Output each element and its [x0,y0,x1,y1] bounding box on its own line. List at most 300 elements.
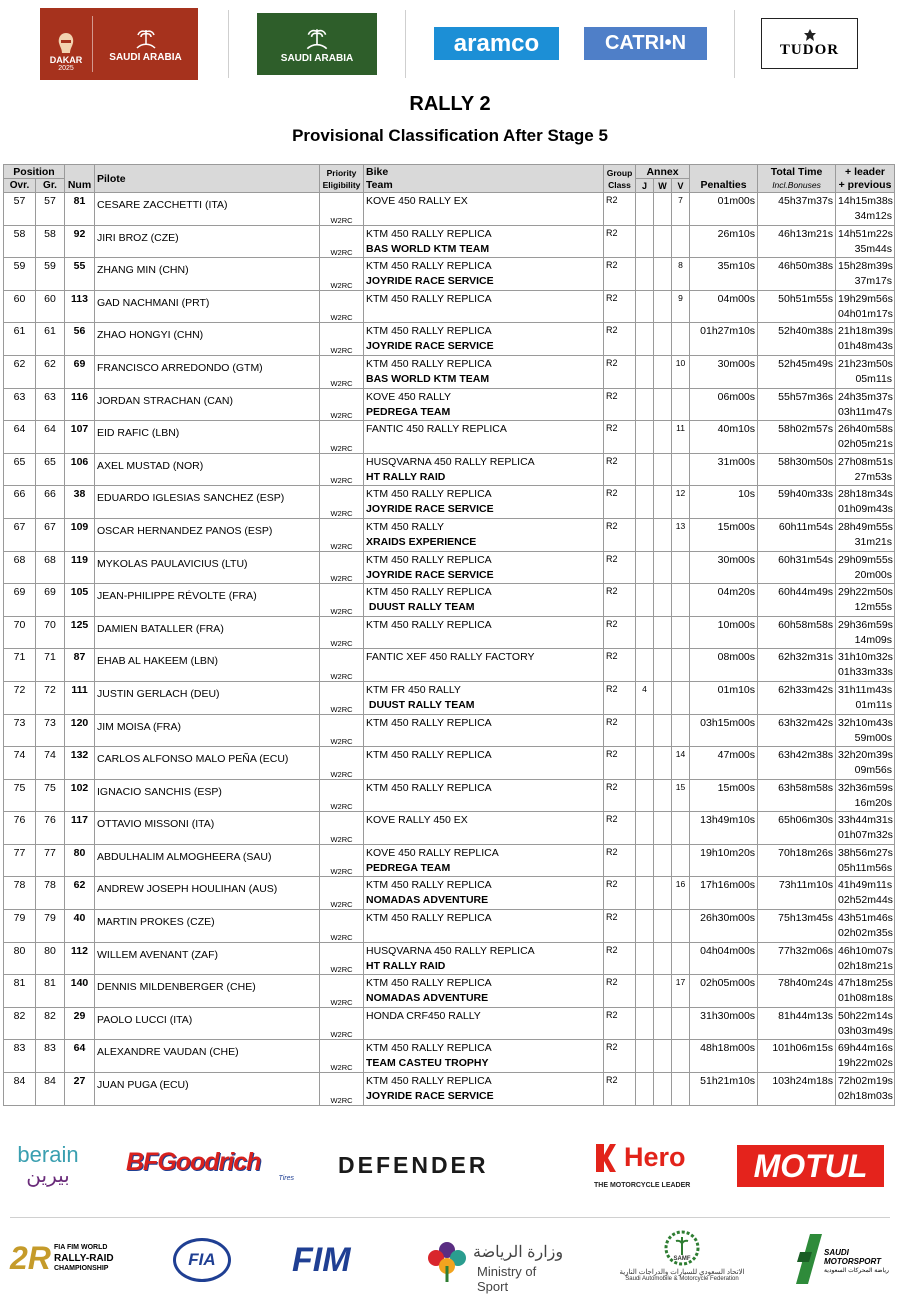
overall-position: 82 [4,1007,36,1040]
leader-previous [836,584,895,617]
leader-previous [836,942,895,975]
bike-number: 117 [65,812,95,845]
annex-w [654,290,672,323]
gap-to-leader: 29h09m55s [838,553,893,566]
pilot-name: CESARE ZACCHETTI (ITA) [95,193,320,226]
group-class: R2 [604,518,636,551]
table-row [4,1040,895,1073]
annex-v: 11 [672,421,690,454]
logo-divider [734,10,735,78]
pilot-name: EDUARDO IGLESIAS SANCHEZ (ESP) [95,486,320,519]
bike-number: 87 [65,649,95,682]
gap-to-leader: 29h36m59s [838,618,893,631]
group-class: R2 [604,714,636,747]
total-time: 46h50m38s [758,258,836,291]
bike-model: KTM 450 RALLY REPLICA [366,325,492,338]
priority-eligibility: W2RC [320,747,364,780]
group-class: R2 [604,258,636,291]
bike-team-cell [364,1040,604,1073]
annex-w [654,942,672,975]
penalties: 04m20s [690,584,758,617]
overall-position: 71 [4,649,36,682]
class-label: Class [608,179,631,190]
bike-model: KTM 450 RALLY REPLICA [366,553,492,566]
annex-j [636,844,654,877]
annex-j [636,355,654,388]
gap-to-leader: 27h08m51s [838,455,893,468]
team-name: JOYRIDE RACE SERVICE [366,275,494,288]
pilot-name: JUSTIN GERLACH (DEU) [95,681,320,714]
leader-previous [836,486,895,519]
team-name: PEDREGA TEAM [366,861,451,874]
gap-to-leader: 72h02m19s [838,1075,893,1088]
group-position: 67 [36,518,65,551]
bike-team-cell [364,714,604,747]
bike-number: 38 [65,486,95,519]
gap-to-leader: 41h49m11s [838,879,893,892]
bike-model: KTM 450 RALLY [366,520,445,533]
group-class: R2 [604,649,636,682]
leader-previous [836,649,895,682]
berain-arabic: بيرين [26,1165,70,1187]
annex-v-header: V [672,179,690,193]
team-name: HT RALLY RAID [366,470,446,483]
gap-to-previous: 02h52m44s [838,894,893,907]
annex-j [636,193,654,226]
bike-team-cell [364,779,604,812]
team-name: TEAM CASTEU TROPHY [366,1057,489,1070]
gap-to-leader: 32h20m39s [838,749,893,762]
bike-number: 64 [65,1040,95,1073]
team-name: XRAIDS EXPERIENCE [366,535,477,548]
total-time: 70h18m26s [758,844,836,877]
group-position: 75 [36,779,65,812]
annex-v [672,649,690,682]
annex-j [636,258,654,291]
penalties: 31m00s [690,453,758,486]
leader-previous-header [836,165,895,193]
annex-j [636,942,654,975]
table-row [4,779,895,812]
annex-w [654,844,672,877]
team-name: DUUST RALLY TEAM [366,698,475,711]
bike-number: 140 [65,975,95,1008]
ministry-flower-icon [425,1236,469,1284]
total-time: 50h51m55s [758,290,836,323]
annex-j [636,421,654,454]
gap-to-previous: 37m17s [854,275,893,288]
annex-w [654,486,672,519]
samf-english: Saudi Automobile & Motorcycle Federation [625,1276,739,1282]
group-position: 60 [36,290,65,323]
priority-eligibility: W2RC [320,844,364,877]
penalties-header: Penalties [690,165,758,193]
bike-model: KTM 450 RALLY REPLICA [366,260,492,273]
group-position: 63 [36,388,65,421]
hero-tagline: THE MOTORCYCLE LEADER [594,1182,691,1189]
annex-w [654,681,672,714]
overall-position: 68 [4,551,36,584]
leader-previous [836,877,895,910]
pilot-name: AXEL MUSTAD (NOR) [95,453,320,486]
priority-eligibility: W2RC [320,877,364,910]
annex-j [636,910,654,943]
annex-w [654,323,672,356]
group-position: 77 [36,844,65,877]
bike-team-cell [364,453,604,486]
fia-logo [173,1238,231,1282]
bike-model: KTM 450 RALLY REPLICA [366,912,492,925]
pilot-name: GAD NACHMANI (PRT) [95,290,320,323]
group-class: R2 [604,551,636,584]
bike-number: 120 [65,714,95,747]
group-class: R2 [604,193,636,226]
total-time: 60h44m49s [758,584,836,617]
gap-to-leader: 28h18m34s [838,488,893,501]
priority-eligibility: W2RC [320,616,364,649]
total-time: 63h42m38s [758,747,836,780]
bike-number: 29 [65,1007,95,1040]
gap-to-previous: 12m55s [854,601,893,614]
priority-eligibility: W2RC [320,323,364,356]
bike-model: KTM 450 RALLY REPLICA [366,1075,492,1088]
group-class: R2 [604,453,636,486]
penalties: 10m00s [690,616,758,649]
annex-j [636,975,654,1008]
total-time: 46h13m21s [758,225,836,258]
ministry-of-sport-logo [425,1236,570,1294]
gap-to-leader: 19h29m56s [838,292,893,305]
annex-w [654,779,672,812]
bike-number: 107 [65,421,95,454]
overall-position: 60 [4,290,36,323]
annex-w [654,388,672,421]
page-title: RALLY 2 [409,93,491,115]
bike-model: KOVE RALLY 450 EX [366,814,468,827]
dakar-logo [40,8,198,80]
table-row [4,584,895,617]
leader-previous [836,910,895,943]
position-header: Position [4,165,65,179]
group-class: R2 [604,388,636,421]
bike-model: FANTIC XEF 450 RALLY FACTORY [366,651,535,664]
bike-team-cell [364,877,604,910]
team-label: Team [366,178,393,191]
overall-position: 63 [4,388,36,421]
bike-team-cell [364,421,604,454]
annex-w [654,747,672,780]
overall-position: 72 [4,681,36,714]
total-time: 81h44m13s [758,1007,836,1040]
annex-v [672,1073,690,1106]
bike-model: KTM 450 RALLY REPLICA [366,618,492,631]
bike-model: KTM 450 RALLY REPLICA [366,716,492,729]
group-class: R2 [604,681,636,714]
sponsor-motul-logo [737,1145,884,1187]
annex-w [654,1040,672,1073]
bike-team-cell [364,486,604,519]
bike-model: KTM 450 RALLY REPLICA [366,781,492,794]
annex-v [672,910,690,943]
priority-eligibility: W2RC [320,421,364,454]
penalties: 26m10s [690,225,758,258]
penalties: 04h04m00s [690,942,758,975]
leader-previous [836,518,895,551]
penalties: 03h15m00s [690,714,758,747]
sponsor-divider [10,1217,890,1218]
catrion-logo [584,27,707,60]
annex-j [636,225,654,258]
overall-position: 81 [4,975,36,1008]
annex-v: 7 [672,193,690,226]
total-time: 52h45m49s [758,355,836,388]
group-position: 72 [36,681,65,714]
gap-to-previous: 01h33m33s [838,666,893,679]
bike-number: 92 [65,225,95,258]
penalties: 51h21m10s [690,1073,758,1106]
gap-to-previous: 31m21s [854,535,893,548]
bike-number: 119 [65,551,95,584]
pilot-name: DENNIS MILDENBERGER (CHE) [95,975,320,1008]
gap-to-previous: 01h09m43s [838,503,893,516]
annex-j [636,518,654,551]
bike-team-cell [364,910,604,943]
total-time: 101h06m15s [758,1040,836,1073]
group-class: R2 [604,910,636,943]
leader-label: + leader [845,165,886,178]
priority-eligibility: W2RC [320,486,364,519]
bike-number: 116 [65,388,95,421]
bike-team-cell [364,1073,604,1106]
pilot-name: FRANCISCO ARREDONDO (GTM) [95,355,320,388]
gap-to-previous: 03h11m47s [838,405,893,418]
palm-swords-icon [133,26,159,52]
table-row [4,518,895,551]
gap-to-previous: 02h05m21s [838,438,893,451]
ministry-english: Ministry of Sport [477,1264,537,1294]
group-class: R2 [604,225,636,258]
table-row [4,714,895,747]
table-row [4,355,895,388]
bike-model: FANTIC 450 RALLY REPLICA [366,423,507,436]
bfgoodrich-wordmark: BFGoodrich [126,1148,261,1176]
table-row [4,747,895,780]
leader-previous [836,616,895,649]
total-time: 62h32m31s [758,649,836,682]
fia-wordmark: FIA [188,1250,216,1269]
annex-w [654,551,672,584]
group-class: R2 [604,616,636,649]
group-position: 83 [36,1040,65,1073]
hero-mark-icon [594,1142,618,1174]
annex-v: 12 [672,486,690,519]
team-name: DUUST RALLY TEAM [366,601,475,614]
tudor-logo [761,18,858,69]
overall-position: 61 [4,323,36,356]
group-position: 64 [36,421,65,454]
annex-w [654,812,672,845]
gap-to-previous: 20m00s [854,568,893,581]
group-position: 73 [36,714,65,747]
group-position: 61 [36,323,65,356]
annex-v [672,942,690,975]
bike-model: HUSQVARNA 450 RALLY REPLICA [366,944,535,957]
table-row [4,388,895,421]
gap-to-previous: 05m11s [855,372,893,385]
pilot-name: EHAB AL HAKEEM (LBN) [95,649,320,682]
total-time: 75h13m45s [758,910,836,943]
pilote-header: Pilote [95,165,320,193]
annex-v: 14 [672,747,690,780]
annex-v [672,584,690,617]
bike-model: HUSQVARNA 450 RALLY REPLICA [366,455,535,468]
team-name: NOMADAS ADVENTURE [366,992,489,1005]
team-name: JOYRIDE RACE SERVICE [366,503,494,516]
total-time: 63h32m42s [758,714,836,747]
bike-team-cell [364,225,604,258]
table-row [4,910,895,943]
leader-previous [836,747,895,780]
gap-to-leader: 69h44m16s [838,1042,893,1055]
annex-v [672,1007,690,1040]
total-time: 62h33m42s [758,681,836,714]
penalties: 48h18m00s [690,1040,758,1073]
table-row [4,975,895,1008]
sponsor-defender-logo: DEFENDER [338,1152,489,1178]
annex-v [672,453,690,486]
overall-position: 80 [4,942,36,975]
saudi-arabia-label: SAUDI ARABIA [280,52,354,64]
annex-w [654,225,672,258]
group-label: Group [606,167,633,178]
incl-bonuses-label: Incl.Bonuses [772,179,821,190]
gap-to-previous: 02h18m21s [838,959,893,972]
total-time-header [758,165,836,193]
overall-position: 59 [4,258,36,291]
bike-number: 102 [65,779,95,812]
bike-number: 80 [65,844,95,877]
team-name: JOYRIDE RACE SERVICE [366,1090,494,1103]
priority-eligibility: W2RC [320,681,364,714]
total-time: 52h40m38s [758,323,836,356]
annex-w [654,584,672,617]
annex-j [636,649,654,682]
aramco-wordmark: aramco [453,29,540,57]
table-row [4,844,895,877]
previous-label: + previous [838,178,892,191]
annex-j [636,290,654,323]
num-header: Num [65,165,95,193]
table-row [4,421,895,454]
gr-header: Gr. [36,179,65,193]
samf-mark: SAMF [673,1256,691,1262]
pilot-name: EID RAFIC (LBN) [95,421,320,454]
penalties: 30m00s [690,355,758,388]
total-time: 65h06m30s [758,812,836,845]
bike-team-cell [364,258,604,291]
annex-v [672,844,690,877]
annex-v [672,323,690,356]
group-class: R2 [604,290,636,323]
sponsor-berain-logo [8,1132,88,1204]
annex-w [654,1073,672,1106]
annex-v [672,225,690,258]
annex-w [654,1007,672,1040]
leader-previous [836,1007,895,1040]
leader-previous [836,290,895,323]
overall-position: 66 [4,486,36,519]
bike-team-cell [364,812,604,845]
group-class: R2 [604,584,636,617]
leader-previous [836,323,895,356]
overall-position: 57 [4,193,36,226]
leader-previous [836,1073,895,1106]
bike-team-cell [364,551,604,584]
dakar-wordmark: DAKAR [49,55,83,65]
pilot-name: IGNACIO SANCHIS (ESP) [95,779,320,812]
bike-team-cell [364,747,604,780]
team-name: BAS WORLD KTM TEAM [366,242,490,255]
group-class: R2 [604,812,636,845]
priority-eligibility: W2RC [320,388,364,421]
group-position: 76 [36,812,65,845]
table-row [4,649,895,682]
gap-to-previous: 01m11s [855,698,893,711]
overall-position: 74 [4,747,36,780]
gap-to-leader: 46h10m07s [838,944,893,957]
annex-header: Annex [636,165,690,179]
annex-w [654,877,672,910]
penalties: 35m10s [690,258,758,291]
penalties: 01h27m10s [690,323,758,356]
group-class: R2 [604,323,636,356]
annex-w [654,518,672,551]
annex-v: 9 [672,290,690,323]
bike-model: KTM 450 RALLY REPLICA [366,357,492,370]
header-logos [0,0,900,92]
pilot-name: DAMIEN BATALLER (FRA) [95,616,320,649]
bike-model: KTM 450 RALLY REPLICA [366,292,492,305]
priority-eligibility: W2RC [320,975,364,1008]
rally-raid-championship-logo [10,1240,120,1284]
priority-label: Priority [326,167,357,178]
overall-position: 65 [4,453,36,486]
group-class: R2 [604,747,636,780]
samf-logo [612,1228,752,1292]
group-position: 74 [36,747,65,780]
team-name: HT RALLY RAID [366,959,446,972]
group-class: R2 [604,975,636,1008]
penalties: 01m10s [690,681,758,714]
priority-eligibility: W2RC [320,225,364,258]
pilot-name: ANDREW JOSEPH HOULIHAN (AUS) [95,877,320,910]
rally-raid-line1: FIA FIM WORLD [54,1244,108,1251]
annex-v [672,616,690,649]
group-position: 68 [36,551,65,584]
table-row [4,225,895,258]
annex-v [672,551,690,584]
bike-team-cell [364,323,604,356]
hero-wordmark: Hero [624,1142,686,1172]
annex-j [636,616,654,649]
bfgoodrich-tires: Tires [278,1175,294,1182]
leader-previous [836,714,895,747]
annex-j [636,486,654,519]
total-time-label: Total Time [770,165,823,178]
penalties: 26h30m00s [690,910,758,943]
priority-eligibility: W2RC [320,812,364,845]
gap-to-leader: 32h36m59s [838,781,893,794]
